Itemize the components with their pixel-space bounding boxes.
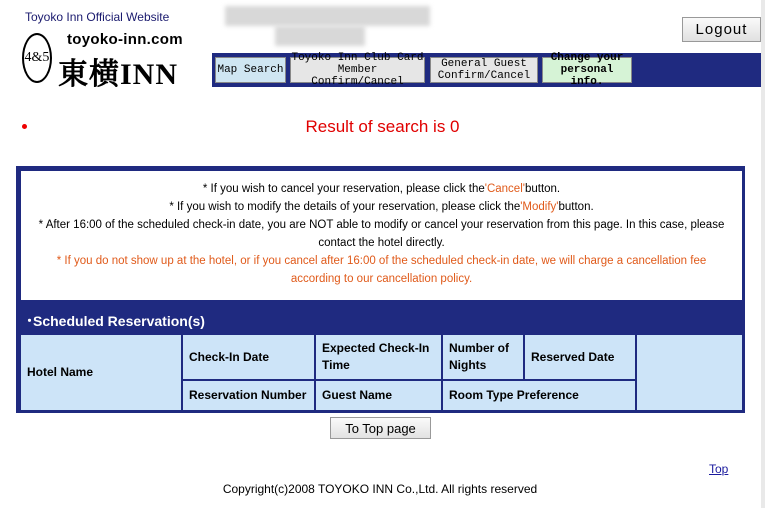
- header-action-column: [637, 335, 742, 410]
- logout-button[interactable]: Logout: [682, 17, 761, 42]
- redacted-user-info: [225, 6, 430, 26]
- notice-line-cancellation-fee: * If you do not show up at the hotel, or if you cancel after 16:00 of the scheduled check-in date, we will charge a cancellation fee according to our cancellation policy.: [56, 255, 707, 285]
- logo-number: 4&5: [24, 50, 50, 65]
- nav-change-personal-info[interactable]: Change your personal info.: [542, 57, 632, 83]
- header-hotel-name: Hotel Name: [21, 335, 181, 410]
- copyright-text: Copyright(c)2008 TOYOKO INN Co.,Ltd. All rights reserved: [222, 482, 538, 496]
- logo-text: 東横INN: [58, 58, 179, 91]
- scrollbar[interactable]: [761, 0, 765, 508]
- nav-club-card-confirm-cancel[interactable]: Toyoko Inn Club Card Member Confirm/Cancel: [291, 52, 424, 88]
- notice-line-modify: * If you wish to modify the details of your reservation, please click the'Modify'button.: [169, 201, 594, 213]
- header-number-of-nights: Number of Nights: [443, 335, 523, 379]
- header-guest-name: Guest Name: [316, 381, 441, 410]
- header-expected-check-in-time: Expected Check-In Time: [316, 335, 441, 379]
- nav-general-guest-confirm-cancel[interactable]: General Guest Confirm/Cancel: [430, 57, 538, 83]
- notice-box: [21, 171, 742, 300]
- header-check-in-date: Check-In Date: [183, 335, 314, 379]
- nav-map-search[interactable]: Map Search: [215, 57, 286, 83]
- top-link[interactable]: Top: [709, 462, 729, 476]
- scheduled-reservations-title: ･Scheduled Reservation(s): [26, 313, 205, 329]
- header-reservation-number: Reservation Number: [183, 381, 314, 410]
- notice-line-deadline: * After 16:00 of the scheduled check-in date, you are NOT able to modify or cancel your reservation from this page. In this case, please contact the hotel directly.: [38, 219, 725, 249]
- search-result-message: Result of search is 0: [305, 117, 460, 136]
- to-top-page-button[interactable]: To Top page: [330, 417, 431, 439]
- header-room-type-preference: Room Type Preference: [443, 381, 635, 410]
- logo-mark: [22, 33, 52, 83]
- notice-line-cancel: * If you wish to cancel your reservation, please click the'Cancel'button.: [202, 183, 561, 195]
- redacted-user-info-2: [275, 26, 365, 46]
- domain-text: toyoko-inn.com: [67, 31, 183, 48]
- official-site-label: Toyoko Inn Official Website: [25, 10, 170, 24]
- header-reserved-date: Reserved Date: [525, 335, 635, 379]
